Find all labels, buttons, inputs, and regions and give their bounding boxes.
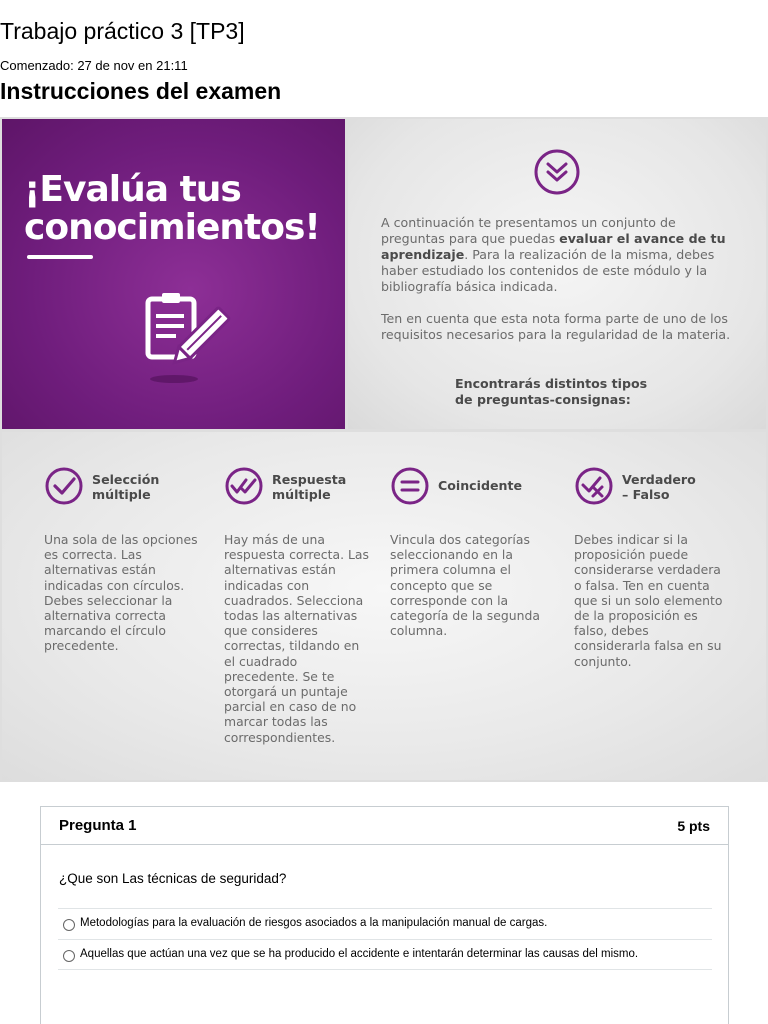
double-chevron-down-icon <box>532 147 582 197</box>
question-text: ¿Que son Las técnicas de seguridad? <box>59 871 287 886</box>
type-description: Una sola de las opciones es correcta. Las alternativas están indicadas con círculos. Debes seleccionar la alternativa correcta marcando el círculo precedente. <box>44 532 198 654</box>
type-name-line1: Respuesta <box>272 472 347 487</box>
type-name <box>622 472 696 502</box>
heading-underline <box>27 255 93 259</box>
instructions-title: Instrucciones del examen <box>0 78 282 104</box>
single-check-icon <box>44 466 84 506</box>
answer-label[interactable]: Metodologías para la evaluación de riesgos asociados a la manipulación manual de cargas. <box>80 917 548 929</box>
answer-option[interactable] <box>58 939 712 970</box>
started-timestamp: Comenzado: 27 de nov en 21:11 <box>0 58 188 73</box>
double-check-icon <box>224 466 264 506</box>
type-multiple-choice <box>44 466 214 654</box>
intro-paragraph-1 <box>381 215 741 295</box>
question-types-heading-line1: Encontrarás distintos tipos <box>455 376 648 391</box>
type-matching <box>390 466 555 638</box>
answer-option[interactable] <box>58 908 712 939</box>
check-cross-icon <box>574 466 614 506</box>
answer-radio[interactable] <box>63 919 75 931</box>
type-name <box>438 478 522 493</box>
type-description: Hay más de una respuesta correcta. Las alternativas están indicadas con cuadrados. Selecciona todas las alternativas que consideres correctas, tildando en el cuadrado precedente. Se te otorgará un puntaje parcial en caso de no marcar todas las correspondientes. <box>224 532 369 745</box>
answer-label[interactable]: Aquellas que actúan una vez que se ha producido el accidente e intentarán determinar las causas del mismo. <box>80 948 639 960</box>
answer-radio[interactable] <box>63 950 75 962</box>
question-types-heading-line2: de preguntas-consignas: <box>455 392 631 407</box>
intro-paragraph-1-c: . Para la realización de la misma, debes haber estudiado los contenidos de este módulo y la bibliografía básica indicada. <box>381 247 715 294</box>
intro-paragraph-1-bold: evaluar el avance de tu aprendizaje <box>381 231 726 262</box>
instructions-banner <box>0 117 768 782</box>
question-card <box>40 806 729 1024</box>
intro-text <box>381 215 741 359</box>
type-description: Debes indicar si la proposición puede considerarse verdadera o falsa. Ten en cuenta que si un solo elemento de la proposición es falso, debes considerarla falsa en su conjunto. <box>574 532 723 669</box>
question-name: Pregunta 1 <box>59 817 137 834</box>
question-types-heading <box>455 376 695 408</box>
type-name-line1: Coincidente <box>438 478 523 493</box>
evaluate-heading-line2: conocimientos! <box>24 207 320 248</box>
type-name-line2: múltiple <box>272 487 331 502</box>
question-header <box>41 807 728 845</box>
question-types-panel <box>2 432 766 780</box>
type-name <box>92 472 159 502</box>
type-multiple-answer <box>224 466 374 745</box>
type-true-false <box>574 466 724 669</box>
type-description: Vincula dos categorías seleccionando en la primera columna el concepto que se corresponde con la categoría de la segunda columna. <box>390 532 540 639</box>
intro-panel <box>348 119 766 429</box>
question-points: 5 pts <box>677 818 710 834</box>
evaluate-heading <box>24 171 320 247</box>
clipboard-pencil-icon <box>140 287 235 387</box>
evaluate-heading-line1: ¡Evalúa tus <box>24 169 241 210</box>
quiz-title: Trabajo práctico 3 [TP3] <box>0 18 245 44</box>
evaluate-panel <box>2 119 345 429</box>
equals-icon <box>390 466 430 506</box>
type-name-line1: Verdadero <box>622 472 696 487</box>
intro-paragraph-1-a: A continuación te presentamos un conjunto de preguntas para que puedas <box>381 215 676 246</box>
type-name <box>272 472 346 502</box>
type-name-line2: – Falso <box>622 487 670 502</box>
intro-paragraph-2: Ten en cuenta que esta nota forma parte de uno de los requisitos necesarios para la regularidad de la materia. <box>381 311 731 342</box>
type-name-line2: múltiple <box>92 487 151 502</box>
answer-list <box>58 908 712 970</box>
type-name-line1: Selección <box>92 472 160 487</box>
